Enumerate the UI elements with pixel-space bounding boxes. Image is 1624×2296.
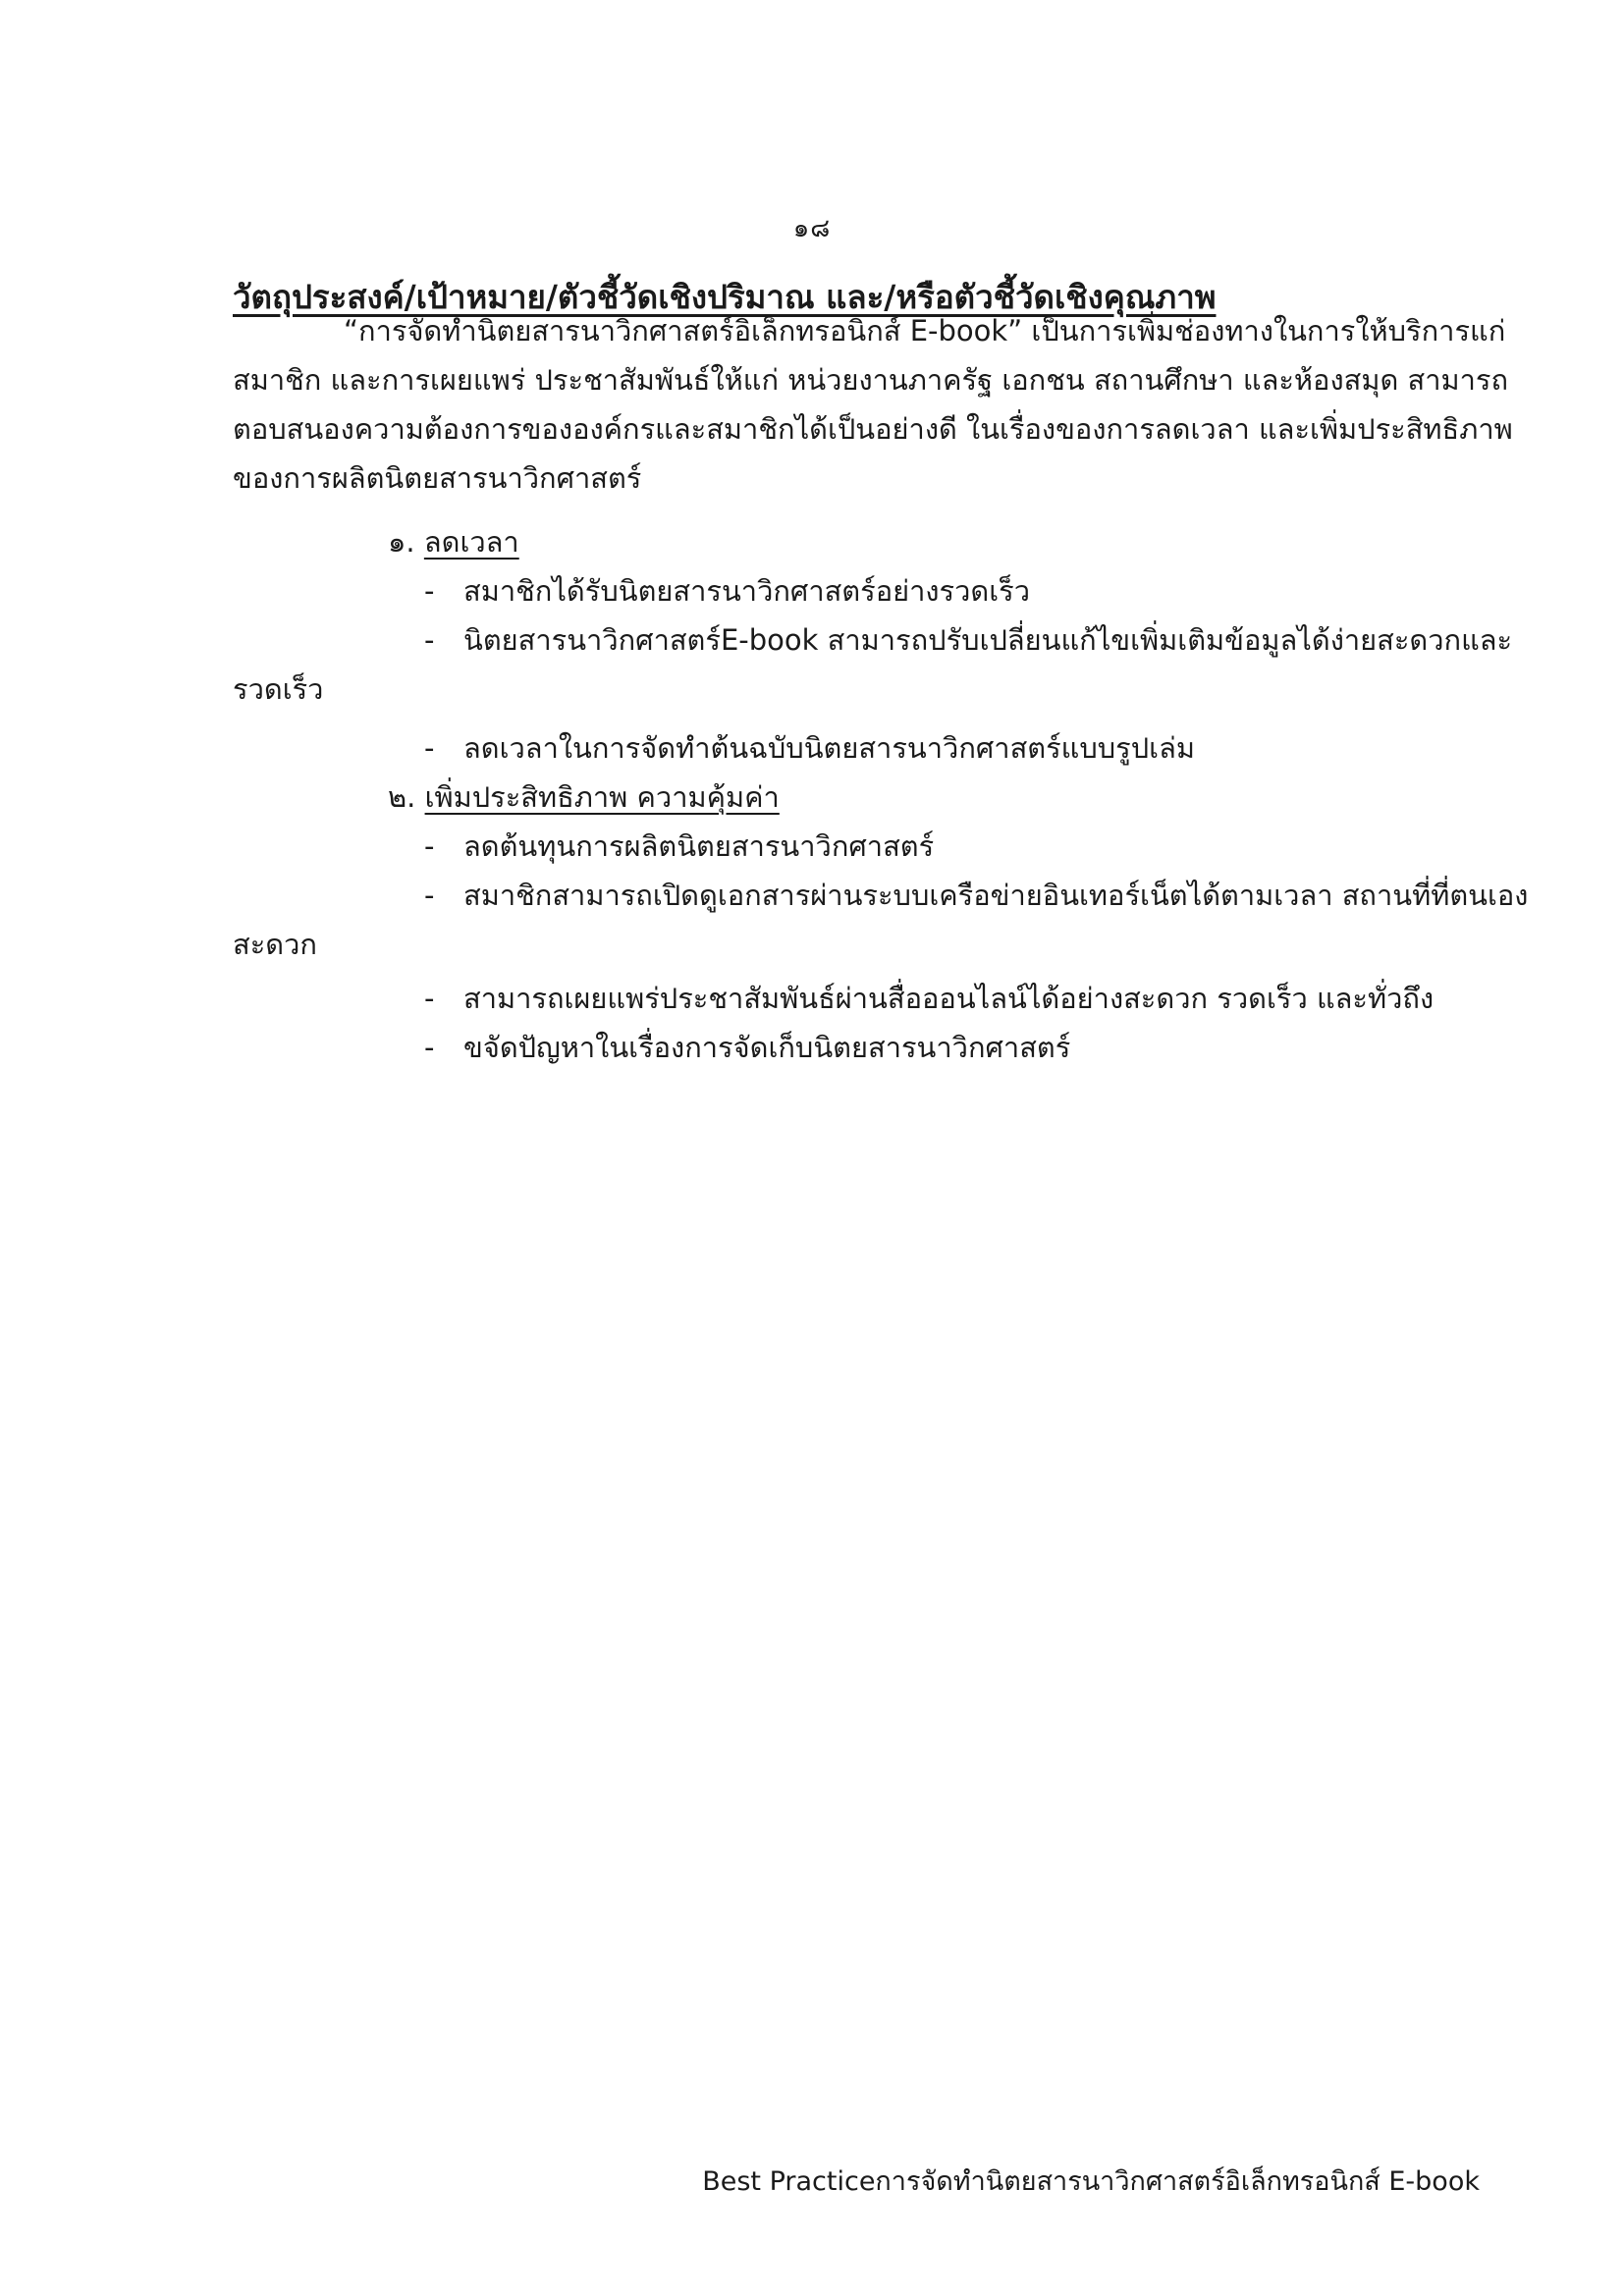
section1-heading — [388, 517, 519, 566]
bullet-dash: - — [424, 574, 435, 608]
section2-bullet-2 — [424, 871, 1529, 920]
bullet-text: สามารถเผยแพร่ประชาสัมพันธ์ผ่านสื่อออนไลน์ได้อย่างสะดวก รวดเร็ว และทั่วถึง — [463, 982, 1435, 1015]
bullet-text: นิตยสารนาวิกศาสตร์E-book สามารถปรับเปลี่ยนแก้ไขเพิ่มเติมข้อมูลได้ง่ายสะดวกและ — [463, 623, 1513, 657]
intro-line-1: “การจัดทำนิตยสารนาวิกศาสตร์อิเล็กทรอนิกส์ E-book” เป็นการเพิ่มช่องทางในการให้บริการแก่ — [344, 314, 1506, 347]
bullet-dash: - — [424, 829, 435, 863]
bullet-dash: - — [424, 731, 435, 765]
page-footer: Best Practiceการจัดทำนิตยสารนาวิกศาสตร์อิเล็กทรอนิกส์ E-book — [702, 2166, 1480, 2197]
bullet-dash: - — [424, 982, 435, 1015]
intro-line-4: ของการผลิตนิตยสารนาวิกศาสตร์ — [233, 461, 642, 495]
section2-number: ๒. — [388, 780, 416, 814]
intro-line-3: ตอบสนองความต้องการขององค์กรและสมาชิกได้เป็นอย่างดี ในเรื่องของการลดเวลา และเพิ่มประสิทธิภาพ — [233, 412, 1513, 446]
bullet-text: สมาชิกได้รับนิตยสารนาวิกศาสตร์อย่างรวดเร็ว — [463, 574, 1031, 608]
bullet-text: สมาชิกสามารถเปิดดูเอกสารผ่านระบบเครือข่ายอินเทอร์เน็ตได้ตามเวลา สถานที่ที่ตนเอง — [463, 879, 1529, 912]
bullet-text: ลดเวลาในการจัดทำต้นฉบับนิตยสารนาวิกศาสตร์แบบรูปเล่ม — [463, 731, 1195, 765]
bullet-dash: - — [424, 1031, 435, 1064]
bullet-text: ขจัดปัญหาในเรื่องการจัดเก็บนิตยสารนาวิกศาสตร์ — [463, 1031, 1071, 1064]
section2-bullet-1 — [424, 822, 934, 871]
section1-bullet-2-continuation: รวดเร็ว — [233, 672, 324, 706]
section2-heading — [388, 773, 780, 822]
section1-bullet-1 — [424, 566, 1030, 615]
intro-line-2: สมาชิก และการเผยแพร่ ประชาสัมพันธ์ให้แก่ หน่วยงานภาครัฐ เอกชน สถานศึกษา และห้องสมุด สามารถ — [233, 363, 1509, 397]
section2-title: เพิ่มประสิทธิภาพ ความคุ้มค่า — [424, 780, 780, 814]
bullet-dash: - — [424, 879, 435, 912]
section1-number: ๑. — [388, 525, 415, 559]
section1-bullet-2 — [424, 615, 1513, 665]
section1-title: ลดเวลา — [423, 525, 519, 559]
bullet-text: ลดต้นทุนการผลิตนิตยสารนาวิกศาสตร์ — [463, 829, 935, 863]
section2-bullet-4 — [424, 1023, 1070, 1072]
section1-bullet-3 — [424, 723, 1195, 773]
section2-bullet-3 — [424, 974, 1434, 1023]
page-number: ๑๘ — [792, 214, 832, 243]
section-heading-objectives: วัตถุประสงค์/เป้าหมาย/ตัวชี้วัดเชิงปริมาณ และ/หรือตัวชี้วัดเชิงคุณภาพ — [233, 278, 1217, 316]
bullet-dash: - — [424, 623, 435, 657]
section2-bullet-2-continuation: สะดวก — [233, 928, 317, 961]
